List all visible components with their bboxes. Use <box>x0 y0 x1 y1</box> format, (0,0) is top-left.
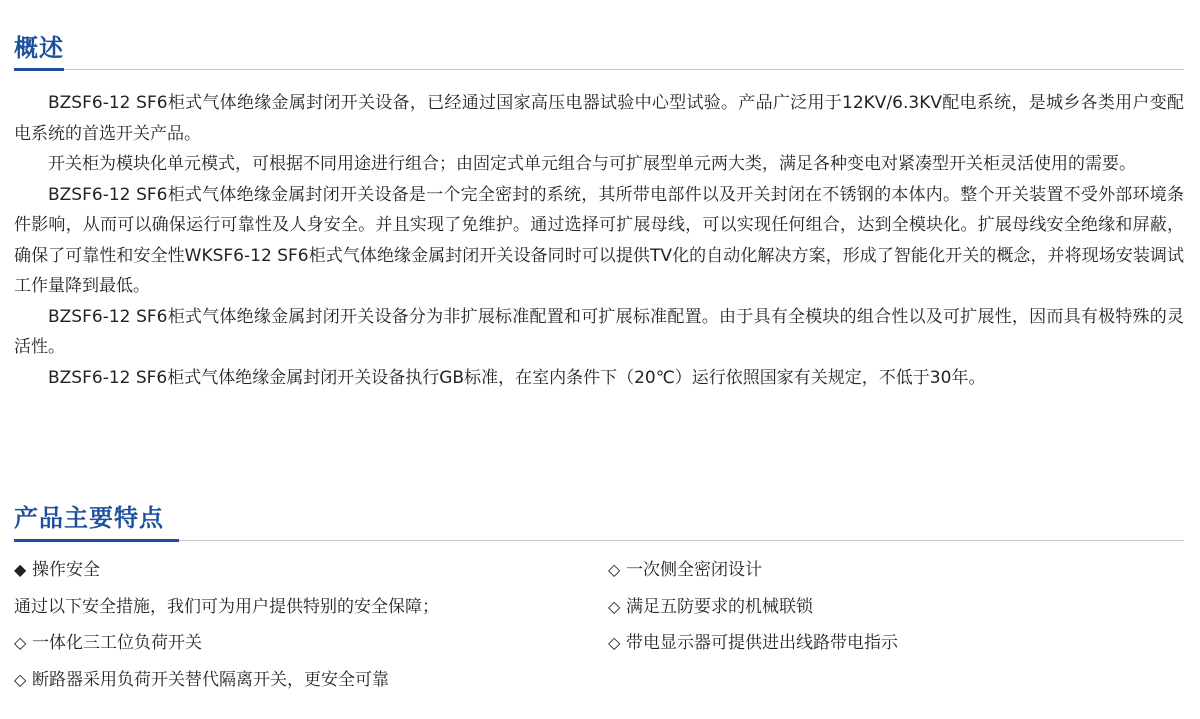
diamond-icon: ◇ <box>14 633 27 652</box>
diamond-icon: ◇ <box>608 633 621 652</box>
feature-item <box>14 625 604 662</box>
features-divider-accent <box>14 539 179 542</box>
overview-divider <box>14 69 1184 70</box>
features-right-column <box>608 552 1184 662</box>
overview-paragraph-2: 开关柜为模块化单元模式，可根据不同用途进行组合；由固定式单元组合与可扩展型单元两大类，满足各种变电对紧凑型开关柜灵活使用的需要。 <box>48 154 1136 174</box>
feature-text: 断路器采用负荷开关替代隔离开关，更安全可靠 <box>32 669 389 690</box>
filled-diamond-icon: ◆ <box>14 560 27 579</box>
overview-paragraph-1: BZSF6-12 SF6柜式气体绝缘金属封闭开关设备，已经通过国家高压电器试验中心型试验。产品广泛用于12KV/6.3KV配电系统，是城乡各类用户变配电系统的首选开关产品。 <box>14 93 1184 144</box>
feature-item <box>608 625 1184 662</box>
diamond-icon: ◇ <box>608 560 621 579</box>
feature-item <box>14 552 604 589</box>
feature-item <box>608 552 1184 589</box>
feature-text: 满足五防要求的机械联锁 <box>626 596 813 617</box>
overview-paragraph-4: BZSF6-12 SF6柜式气体绝缘金属封闭开关设备分为非扩展标准配置和可扩展标准配置。由于具有全模块的组合性以及可扩展性，因而具有极特殊的灵活性。 <box>14 306 1184 357</box>
feature-item <box>14 589 604 626</box>
overview-paragraph-3: BZSF6-12 SF6柜式气体绝缘金属封闭开关设备是一个完全密封的系统，其所带电部件以及开关封闭在不锈钢的本体内。整个开关装置不受外部环境条件影响，从而可以确保运行可靠性及人身安全。并且实现了免维护。通过选择可扩展母线，可以实现任何组合，达到全模块化。扩展母线安全绝缘和屏蔽，确保了可靠性和安全性WKSF6-12 SF6柜式气体绝缘金属封闭开关设备同时可以提供TV化的自动化解决方案，形成了智能化开关的概念，并将现场安装调试工作量降到最低。 <box>14 184 1184 296</box>
overview-body <box>14 88 1184 393</box>
features-heading: 产品主要特点 <box>14 504 164 532</box>
overview-heading: 概述 <box>14 34 64 62</box>
overview-divider-accent <box>14 68 64 71</box>
diamond-icon: ◇ <box>608 596 621 616</box>
features-divider <box>14 540 1184 541</box>
feature-text: 通过以下安全措施，我们可为用户提供特别的安全保障； <box>14 596 439 617</box>
feature-item <box>14 662 604 699</box>
feature-text: 操作安全 <box>32 560 100 580</box>
feature-item <box>608 589 1184 626</box>
feature-text: 一次侧全密闭设计 <box>626 560 762 580</box>
feature-text: 带电显示器可提供进出线路带电指示 <box>626 633 898 653</box>
diamond-icon: ◇ <box>14 669 27 689</box>
features-left-column <box>14 552 604 698</box>
overview-paragraph-5: BZSF6-12 SF6柜式气体绝缘金属封闭开关设备执行GB标准，在室内条件下（20℃）运行依照国家有关规定，不低于30年。 <box>48 367 986 388</box>
feature-text: 一体化三工位负荷开关 <box>32 633 202 653</box>
